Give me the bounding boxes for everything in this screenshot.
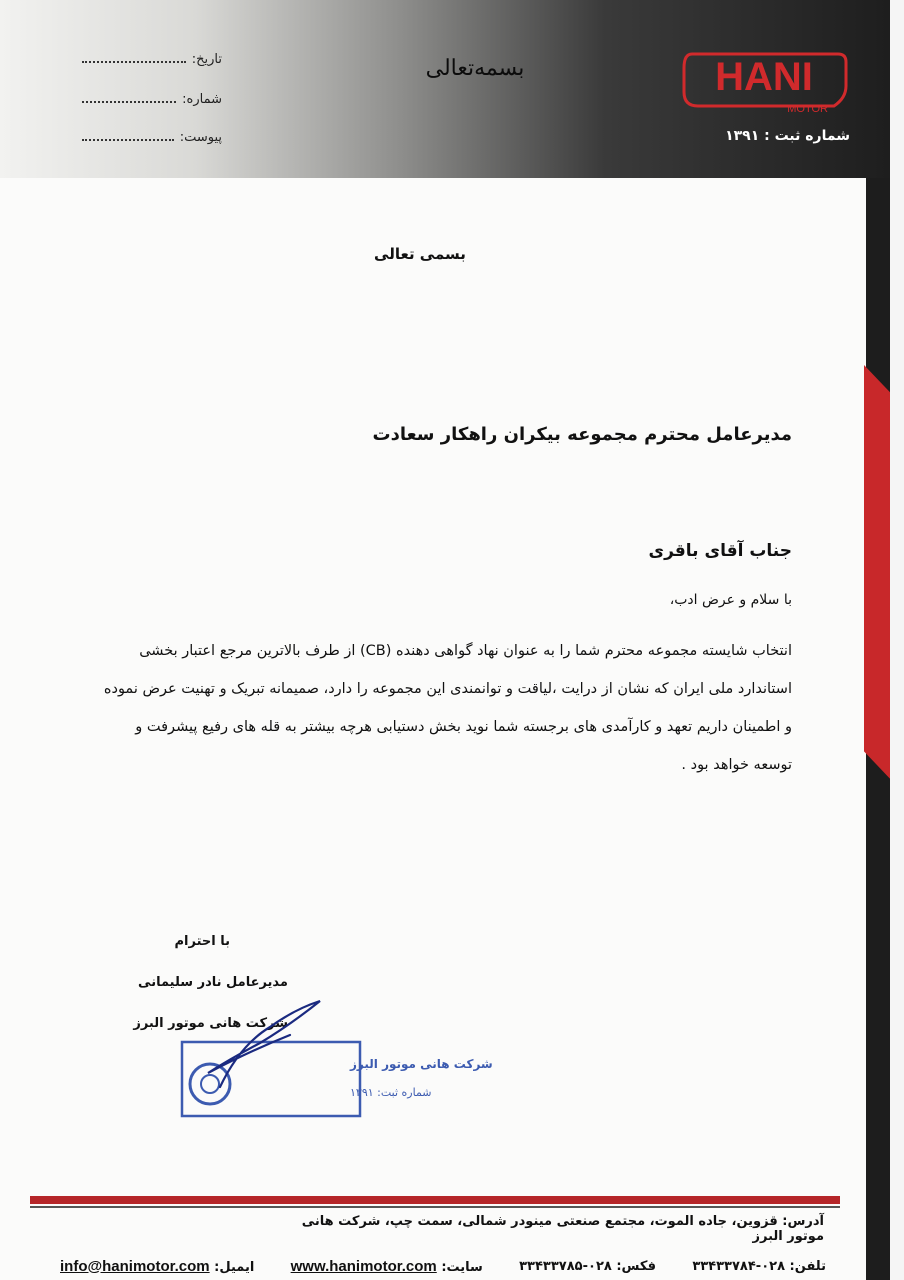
logo-brand: HANI	[715, 55, 813, 99]
footer-red-rule	[30, 1196, 840, 1204]
fax-number: ۰۲۸-۳۳۴۳۳۷۸۵	[519, 1258, 612, 1274]
company-name: شرکت هانی موتور البرز	[133, 1016, 288, 1031]
date-field	[82, 48, 222, 70]
page-edge	[890, 0, 904, 1280]
number-field	[82, 88, 222, 110]
attachment-label: پیوست:	[179, 129, 222, 145]
attachment-field	[82, 126, 222, 148]
closing: با احترام	[174, 934, 230, 949]
footer-contacts	[60, 1254, 826, 1278]
stamp-registration: شماره ثبت: ۱۳۹۱	[350, 1086, 432, 1099]
stamp-company: شرکت هانی موتور البرز	[350, 1057, 493, 1071]
site-group	[291, 1258, 483, 1275]
site-label: سایت:	[441, 1259, 483, 1275]
attachment-dots	[82, 129, 174, 141]
fax-group	[519, 1259, 656, 1274]
signature-scribble	[200, 995, 330, 1095]
footer-address: آدرس: قزوین، جاده الموت، مجتمع صنعتی مینودر شمالی، سمت چپ، شرکت هانی موتور البرز	[301, 1214, 824, 1244]
logo-sub: MOTOR	[787, 103, 828, 115]
header-basmala: بسمه‌تعالی	[425, 56, 525, 81]
number-dots	[82, 91, 176, 103]
letterhead	[0, 0, 890, 178]
registration-number: شماره ثبت : ۱۳۹۱	[725, 128, 850, 144]
date-label: تاریخ:	[191, 51, 222, 67]
email-group	[60, 1258, 254, 1275]
number-label: شماره:	[182, 91, 222, 107]
email-label: ایمیل:	[214, 1259, 255, 1275]
hani-motor-logo	[678, 46, 850, 114]
fax-label: فکس:	[616, 1258, 657, 1274]
website-link[interactable]: www.hanimotor.com	[290, 1257, 437, 1275]
phone-group	[692, 1259, 826, 1274]
phone-number: ۰۲۸-۳۳۴۳۳۷۸۴	[692, 1258, 786, 1274]
addressee: مدیرعامل محترم مجموعه بیکران راهکار سعادت	[372, 424, 792, 445]
ceo-name: مدیرعامل نادر سلیمانی	[138, 975, 288, 990]
footer-dark-rule	[30, 1206, 840, 1208]
salutation-name: جناب آقای باقری	[648, 541, 792, 561]
date-dots	[82, 51, 186, 63]
phone-label: تلفن:	[789, 1258, 826, 1274]
email-link[interactable]: info@hanimotor.com	[60, 1257, 210, 1275]
greeting: با سلام و عرض ادب،	[669, 592, 792, 608]
letter-basmala: بسمی تعالی	[374, 245, 466, 263]
letter-body: انتخاب شایسته مجموعه محترم شما را به عنوان نهاد گواهی دهنده (CB) از طرف بالاترین مرجع اعتبار بخشی استاندارد ملی ایران که نشان از درایت ،لیاقت و توانمندی این مجموعه را دارد، صمیمانه تبریک و تهنیت عرض نموده و اطمینان داریم تعهد و کارآمدی های برجسته شما نوید بخش دستیابی هرچه بیشتر به قله های رفیع پیشرفت و توسعه خواهد بود .	[103, 643, 792, 773]
